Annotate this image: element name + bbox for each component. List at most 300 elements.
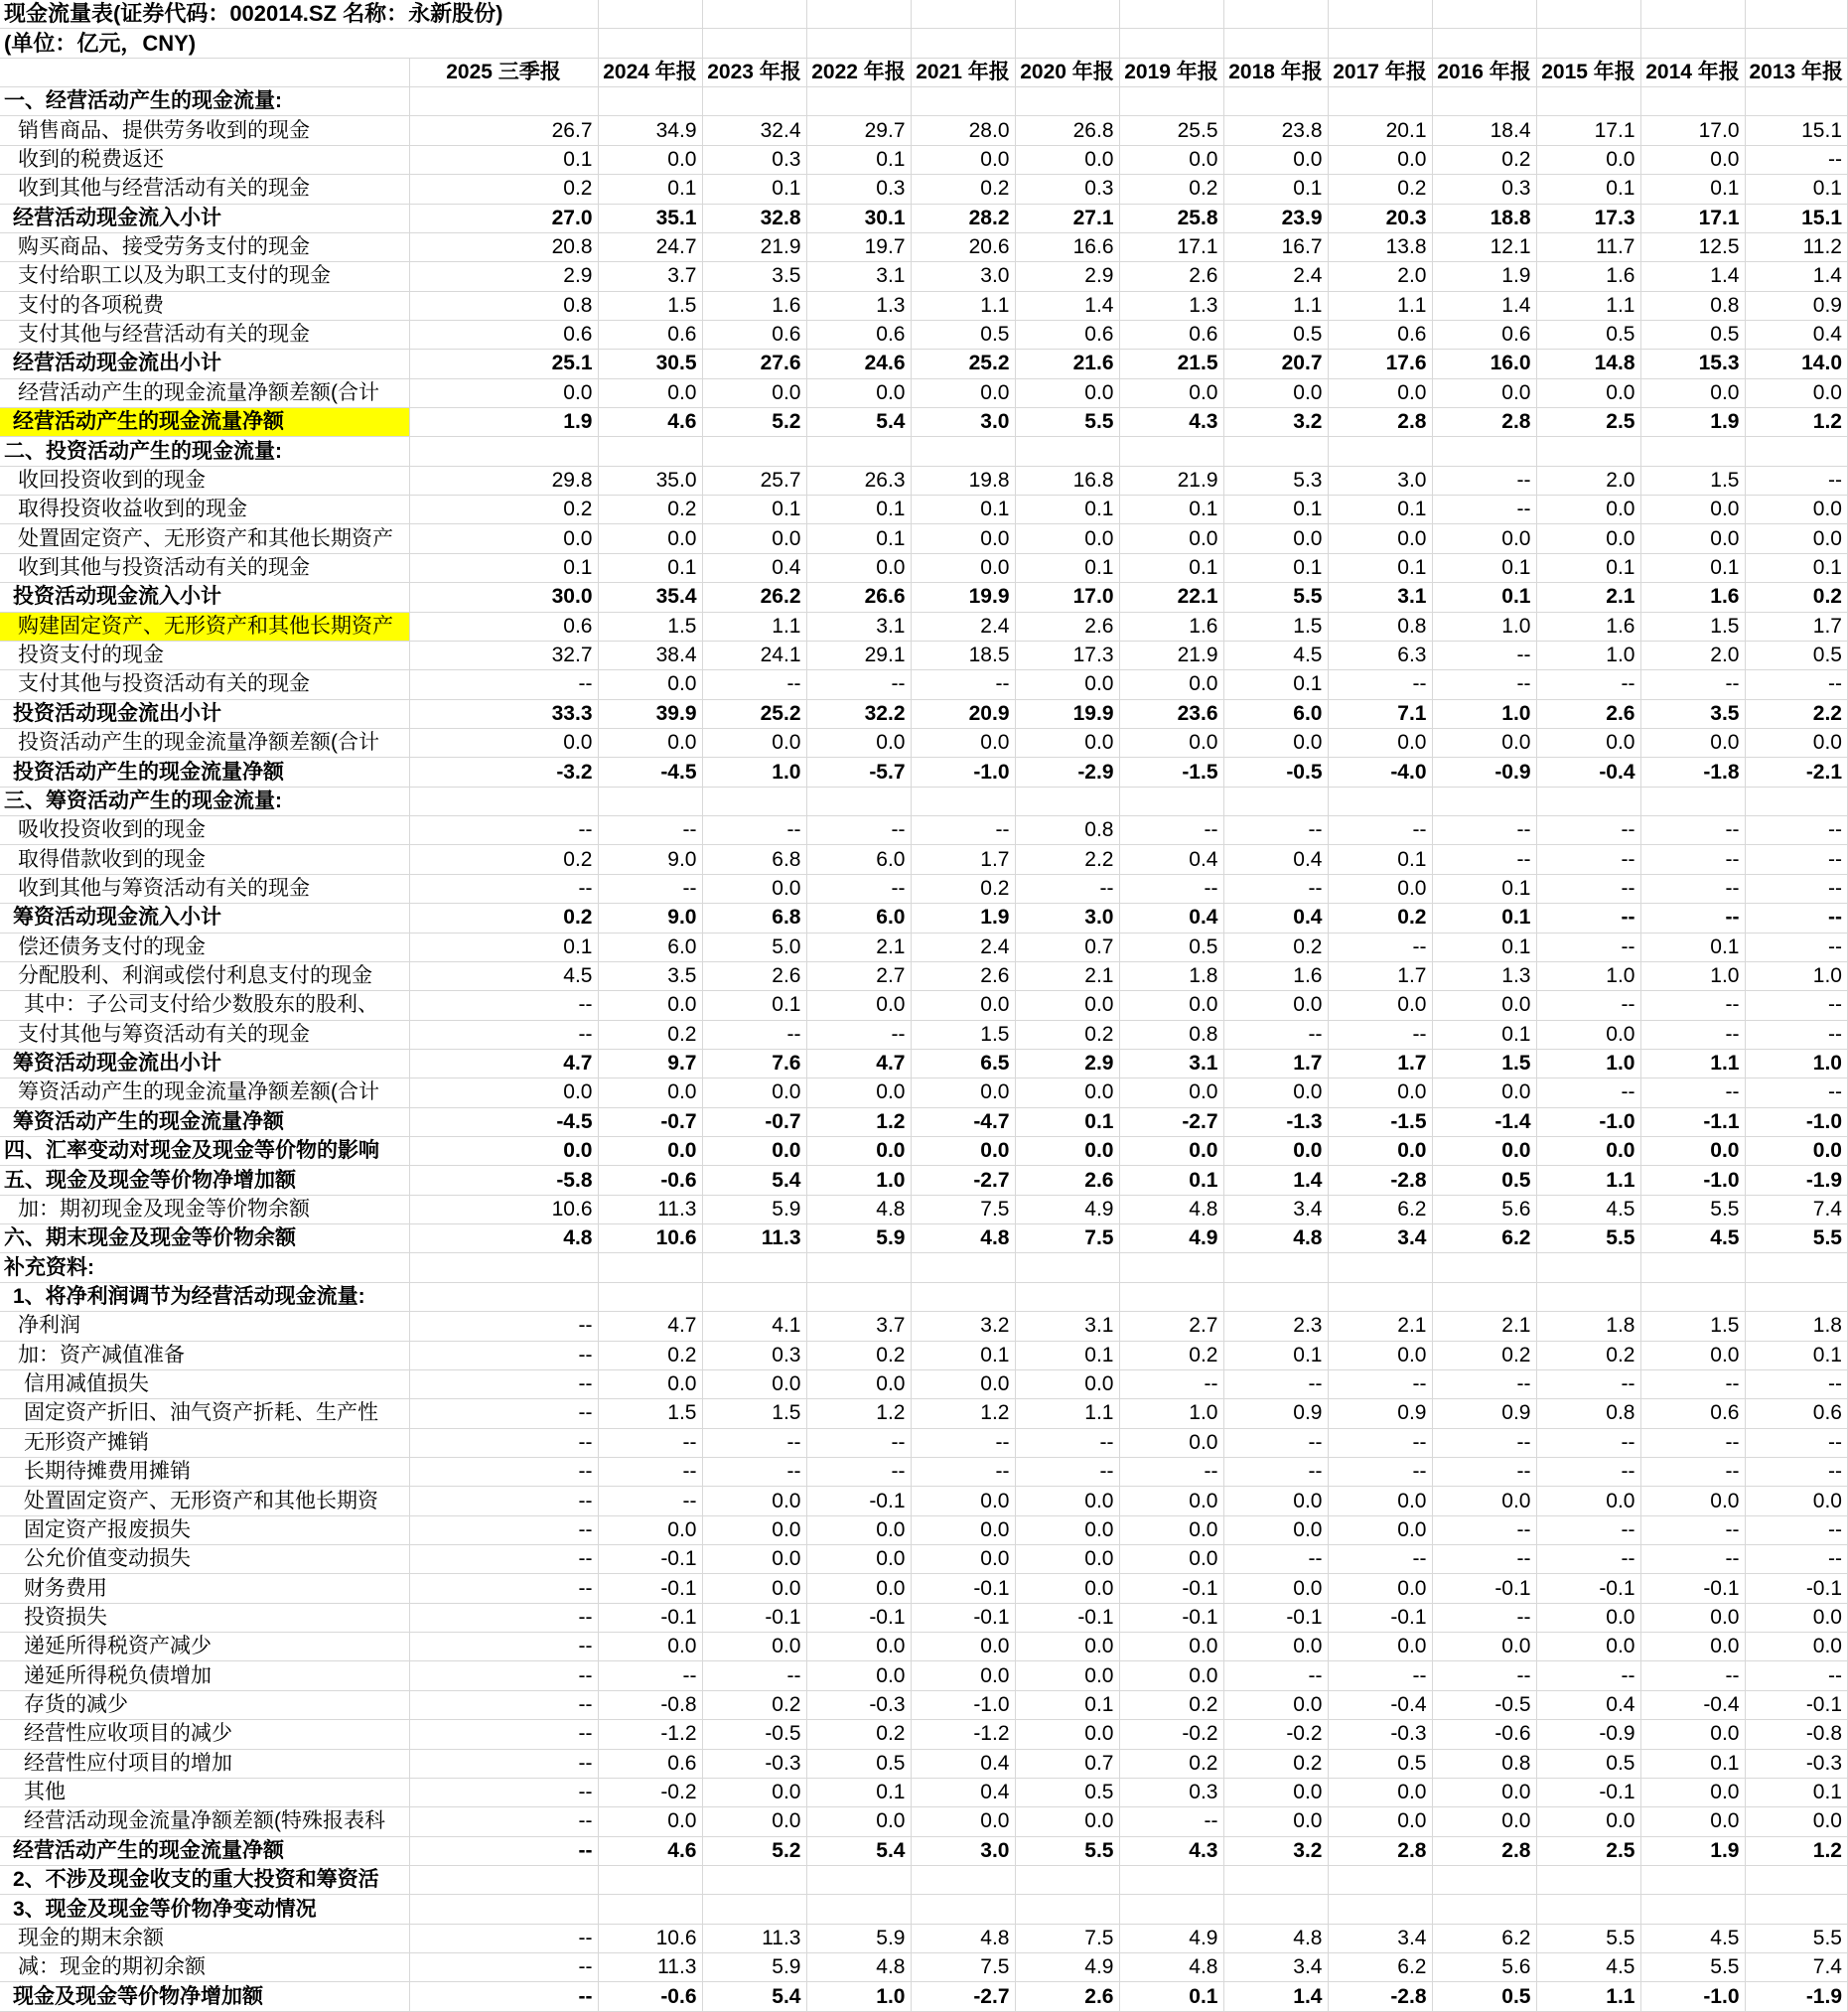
value-cell[interactable]: -- bbox=[1745, 1369, 1848, 1398]
value-cell[interactable]: -- bbox=[409, 1574, 598, 1603]
value-cell[interactable]: -0.5 bbox=[702, 1720, 806, 1749]
value-cell[interactable]: 10.6 bbox=[598, 1224, 702, 1253]
row-label[interactable]: 投资损失 bbox=[0, 1603, 409, 1632]
value-cell[interactable] bbox=[1640, 1253, 1745, 1282]
empty-cell[interactable] bbox=[598, 29, 702, 58]
row-label[interactable]: 长期待摊费用摊销 bbox=[0, 1457, 409, 1486]
value-cell[interactable]: 2.4 bbox=[911, 612, 1015, 641]
value-cell[interactable]: 1.9 bbox=[1640, 1836, 1745, 1865]
value-cell[interactable]: 0.0 bbox=[1640, 1137, 1745, 1166]
value-cell[interactable]: 33.3 bbox=[409, 699, 598, 728]
value-cell[interactable]: 15.3 bbox=[1640, 350, 1745, 378]
row-label[interactable]: 投资活动产生的现金流量净额差额(合计 bbox=[0, 728, 409, 757]
value-cell[interactable]: 0.0 bbox=[806, 378, 911, 407]
value-cell[interactable]: 0.0 bbox=[1328, 524, 1432, 553]
value-cell[interactable] bbox=[1536, 437, 1640, 466]
value-cell[interactable]: 0.0 bbox=[1223, 1633, 1328, 1661]
value-cell[interactable]: 18.8 bbox=[1432, 204, 1536, 232]
value-cell[interactable]: 1.6 bbox=[1536, 612, 1640, 641]
value-cell[interactable]: -- bbox=[1536, 845, 1640, 874]
value-cell[interactable]: -1.4 bbox=[1432, 1107, 1536, 1136]
value-cell[interactable]: -1.0 bbox=[911, 758, 1015, 787]
row-label[interactable]: 3、现金及现金等价物净变动情况 bbox=[0, 1895, 409, 1924]
value-cell[interactable]: 0.1 bbox=[1223, 496, 1328, 524]
value-cell[interactable]: -0.1 bbox=[598, 1574, 702, 1603]
value-cell[interactable]: 0.9 bbox=[1432, 1399, 1536, 1428]
value-cell[interactable]: 6.8 bbox=[702, 904, 806, 933]
value-cell[interactable]: 0.1 bbox=[598, 175, 702, 204]
value-cell[interactable] bbox=[1223, 1866, 1328, 1895]
value-cell[interactable]: 1.2 bbox=[806, 1107, 911, 1136]
value-cell[interactable]: -0.1 bbox=[806, 1603, 911, 1632]
value-cell[interactable]: 5.9 bbox=[806, 1224, 911, 1253]
value-cell[interactable]: 4.8 bbox=[911, 1924, 1015, 1952]
value-cell[interactable]: 0.0 bbox=[1119, 728, 1223, 757]
value-cell[interactable]: 32.4 bbox=[702, 116, 806, 145]
value-cell[interactable]: 0.1 bbox=[806, 524, 911, 553]
row-label[interactable]: 固定资产报废损失 bbox=[0, 1515, 409, 1544]
empty-cell[interactable] bbox=[1119, 0, 1223, 29]
value-cell[interactable]: -- bbox=[1536, 991, 1640, 1020]
value-cell[interactable]: 2.5 bbox=[1536, 1836, 1640, 1865]
value-cell[interactable]: 0.0 bbox=[1745, 1137, 1848, 1166]
value-cell[interactable]: 0.0 bbox=[1640, 524, 1745, 553]
value-cell[interactable]: -0.2 bbox=[598, 1778, 702, 1806]
empty-cell[interactable] bbox=[911, 29, 1015, 58]
value-cell[interactable] bbox=[1432, 1282, 1536, 1311]
value-cell[interactable] bbox=[1432, 1253, 1536, 1282]
value-cell[interactable]: -- bbox=[1640, 1661, 1745, 1690]
value-cell[interactable]: 20.3 bbox=[1328, 204, 1432, 232]
value-cell[interactable] bbox=[598, 87, 702, 116]
column-header[interactable]: 2025 三季报 bbox=[409, 58, 598, 86]
value-cell[interactable]: 1.2 bbox=[1745, 408, 1848, 437]
value-cell[interactable] bbox=[409, 1895, 598, 1924]
value-cell[interactable]: -0.1 bbox=[1640, 1574, 1745, 1603]
value-cell[interactable]: -1.2 bbox=[598, 1720, 702, 1749]
value-cell[interactable]: 2.6 bbox=[1015, 1166, 1119, 1195]
value-cell[interactable]: 0.0 bbox=[911, 728, 1015, 757]
value-cell[interactable]: 0.1 bbox=[1640, 175, 1745, 204]
value-cell[interactable]: 1.5 bbox=[598, 291, 702, 320]
value-cell[interactable]: -- bbox=[1640, 1545, 1745, 1574]
value-cell[interactable]: 1.0 bbox=[1119, 1399, 1223, 1428]
value-cell[interactable] bbox=[598, 437, 702, 466]
value-cell[interactable]: 0.5 bbox=[1223, 320, 1328, 349]
value-cell[interactable]: 11.2 bbox=[1745, 232, 1848, 261]
value-cell[interactable]: 0.8 bbox=[1328, 612, 1432, 641]
value-cell[interactable]: 7.5 bbox=[1015, 1924, 1119, 1952]
value-cell[interactable]: -0.1 bbox=[1119, 1603, 1223, 1632]
value-cell[interactable]: 3.2 bbox=[1223, 408, 1328, 437]
value-cell[interactable]: 23.8 bbox=[1223, 116, 1328, 145]
value-cell[interactable]: -1.0 bbox=[1640, 1982, 1745, 2011]
value-cell[interactable]: 25.2 bbox=[911, 350, 1015, 378]
value-cell[interactable]: 2.0 bbox=[1536, 466, 1640, 495]
value-cell[interactable]: 3.0 bbox=[1015, 904, 1119, 933]
value-cell[interactable]: -- bbox=[1432, 1545, 1536, 1574]
value-cell[interactable]: 0.0 bbox=[911, 1807, 1015, 1836]
value-cell[interactable] bbox=[598, 1895, 702, 1924]
value-cell[interactable]: 2.6 bbox=[1015, 1982, 1119, 2011]
value-cell[interactable]: 0.0 bbox=[1328, 145, 1432, 174]
value-cell[interactable]: -- bbox=[409, 1807, 598, 1836]
value-cell[interactable]: 0.3 bbox=[1015, 175, 1119, 204]
value-cell[interactable]: 0.0 bbox=[1119, 670, 1223, 699]
value-cell[interactable]: 0.1 bbox=[806, 145, 911, 174]
value-cell[interactable]: 27.0 bbox=[409, 204, 598, 232]
value-cell[interactable]: 0.1 bbox=[1432, 1020, 1536, 1049]
value-cell[interactable]: 0.0 bbox=[702, 1633, 806, 1661]
value-cell[interactable]: 21.9 bbox=[702, 232, 806, 261]
value-cell[interactable] bbox=[702, 1895, 806, 1924]
value-cell[interactable]: -- bbox=[1745, 1457, 1848, 1486]
value-cell[interactable]: -- bbox=[1745, 670, 1848, 699]
value-cell[interactable]: 5.5 bbox=[1015, 1836, 1119, 1865]
value-cell[interactable]: 3.4 bbox=[1223, 1953, 1328, 1982]
empty-cell[interactable] bbox=[806, 29, 911, 58]
value-cell[interactable] bbox=[1432, 1895, 1536, 1924]
value-cell[interactable]: 6.2 bbox=[1432, 1224, 1536, 1253]
value-cell[interactable] bbox=[1223, 87, 1328, 116]
value-cell[interactable]: 9.0 bbox=[598, 904, 702, 933]
value-cell[interactable] bbox=[1432, 787, 1536, 815]
value-cell[interactable]: 0.0 bbox=[409, 524, 598, 553]
value-cell[interactable] bbox=[1328, 1895, 1432, 1924]
value-cell[interactable]: -5.7 bbox=[806, 758, 911, 787]
value-cell[interactable]: 27.6 bbox=[702, 350, 806, 378]
value-cell[interactable]: -- bbox=[702, 670, 806, 699]
value-cell[interactable]: 0.0 bbox=[1432, 728, 1536, 757]
value-cell[interactable]: -- bbox=[806, 670, 911, 699]
value-cell[interactable]: 0.0 bbox=[1223, 145, 1328, 174]
value-cell[interactable]: 0.0 bbox=[911, 1515, 1015, 1544]
value-cell[interactable]: -- bbox=[1328, 816, 1432, 845]
value-cell[interactable]: 20.8 bbox=[409, 232, 598, 261]
value-cell[interactable]: 0.3 bbox=[1119, 1778, 1223, 1806]
value-cell[interactable]: 9.7 bbox=[598, 1049, 702, 1078]
value-cell[interactable]: 17.3 bbox=[1536, 204, 1640, 232]
value-cell[interactable]: 2.1 bbox=[1328, 1312, 1432, 1341]
value-cell[interactable] bbox=[1536, 87, 1640, 116]
value-cell[interactable]: -- bbox=[409, 1749, 598, 1778]
column-header[interactable]: 2019 年报 bbox=[1119, 58, 1223, 86]
value-cell[interactable]: 0.1 bbox=[1432, 933, 1536, 961]
value-cell[interactable]: -0.1 bbox=[598, 1603, 702, 1632]
value-cell[interactable]: 0.0 bbox=[911, 1661, 1015, 1690]
empty-cell[interactable] bbox=[1015, 29, 1119, 58]
value-cell[interactable]: -- bbox=[1223, 1545, 1328, 1574]
value-cell[interactable]: 0.0 bbox=[409, 1137, 598, 1166]
value-cell[interactable]: -- bbox=[702, 1661, 806, 1690]
value-cell[interactable] bbox=[1432, 1866, 1536, 1895]
value-cell[interactable]: 0.0 bbox=[911, 1487, 1015, 1515]
value-cell[interactable]: -- bbox=[1745, 816, 1848, 845]
value-cell[interactable]: 0.2 bbox=[1015, 1020, 1119, 1049]
value-cell[interactable] bbox=[1432, 437, 1536, 466]
value-cell[interactable] bbox=[702, 1253, 806, 1282]
value-cell[interactable] bbox=[1119, 1253, 1223, 1282]
value-cell[interactable] bbox=[911, 1866, 1015, 1895]
value-cell[interactable]: -- bbox=[409, 1690, 598, 1719]
value-cell[interactable]: 0.6 bbox=[409, 320, 598, 349]
value-cell[interactable]: -- bbox=[409, 1515, 598, 1544]
value-cell[interactable]: -- bbox=[1223, 1369, 1328, 1398]
row-label[interactable]: 六、期末现金及现金等价物余额 bbox=[0, 1224, 409, 1253]
value-cell[interactable]: -0.9 bbox=[1536, 1720, 1640, 1749]
value-cell[interactable]: 0.0 bbox=[1640, 496, 1745, 524]
value-cell[interactable]: 0.1 bbox=[1223, 1341, 1328, 1369]
value-cell[interactable]: 0.0 bbox=[702, 1807, 806, 1836]
column-header[interactable]: 2013 年报 bbox=[1745, 58, 1848, 86]
row-label[interactable]: 经营活动产生的现金流量净额 bbox=[0, 1836, 409, 1865]
value-cell[interactable]: 0.8 bbox=[1119, 1020, 1223, 1049]
value-cell[interactable]: 1.6 bbox=[1640, 583, 1745, 612]
value-cell[interactable] bbox=[1536, 787, 1640, 815]
value-cell[interactable]: 6.2 bbox=[1328, 1195, 1432, 1223]
value-cell[interactable]: 1.4 bbox=[1223, 1982, 1328, 2011]
value-cell[interactable]: 0.3 bbox=[806, 175, 911, 204]
value-cell[interactable] bbox=[1119, 1866, 1223, 1895]
value-cell[interactable]: 0.0 bbox=[1015, 1487, 1119, 1515]
value-cell[interactable]: 5.5 bbox=[1745, 1924, 1848, 1952]
value-cell[interactable]: 2.0 bbox=[1328, 262, 1432, 291]
value-cell[interactable]: -- bbox=[1119, 874, 1223, 903]
value-cell[interactable] bbox=[1015, 1253, 1119, 1282]
value-cell[interactable]: 0.1 bbox=[1223, 175, 1328, 204]
value-cell[interactable] bbox=[806, 787, 911, 815]
value-cell[interactable]: 4.5 bbox=[1536, 1953, 1640, 1982]
value-cell[interactable]: -- bbox=[1745, 1545, 1848, 1574]
empty-cell[interactable] bbox=[1536, 29, 1640, 58]
value-cell[interactable]: 0.1 bbox=[1015, 496, 1119, 524]
value-cell[interactable]: 3.7 bbox=[598, 262, 702, 291]
value-cell[interactable]: 0.0 bbox=[1328, 378, 1432, 407]
value-cell[interactable]: -- bbox=[1328, 933, 1432, 961]
value-cell[interactable]: -- bbox=[1328, 1545, 1432, 1574]
value-cell[interactable]: 19.9 bbox=[911, 583, 1015, 612]
value-cell[interactable]: 0.0 bbox=[1432, 1487, 1536, 1515]
value-cell[interactable]: 0.0 bbox=[1328, 1137, 1432, 1166]
value-cell[interactable]: 0.1 bbox=[806, 1778, 911, 1806]
value-cell[interactable]: 4.5 bbox=[1640, 1224, 1745, 1253]
value-cell[interactable]: 18.4 bbox=[1432, 116, 1536, 145]
value-cell[interactable]: 0.0 bbox=[1536, 524, 1640, 553]
value-cell[interactable]: -1.9 bbox=[1745, 1982, 1848, 2011]
value-cell[interactable]: 0.2 bbox=[409, 904, 598, 933]
value-cell[interactable]: 0.0 bbox=[598, 1515, 702, 1544]
value-cell[interactable]: -- bbox=[702, 1020, 806, 1049]
value-cell[interactable]: 16.8 bbox=[1015, 466, 1119, 495]
value-cell[interactable]: 4.8 bbox=[1223, 1924, 1328, 1952]
value-cell[interactable]: 0.2 bbox=[1119, 1341, 1223, 1369]
column-header[interactable]: 2015 年报 bbox=[1536, 58, 1640, 86]
value-cell[interactable]: 1.1 bbox=[1536, 1982, 1640, 2011]
value-cell[interactable]: 30.5 bbox=[598, 350, 702, 378]
value-cell[interactable]: -- bbox=[1015, 1428, 1119, 1457]
value-cell[interactable]: 1.0 bbox=[1536, 961, 1640, 990]
value-cell[interactable]: -- bbox=[598, 1487, 702, 1515]
value-cell[interactable]: 2.4 bbox=[1223, 262, 1328, 291]
value-cell[interactable] bbox=[1015, 1866, 1119, 1895]
value-cell[interactable]: 1.5 bbox=[1640, 466, 1745, 495]
value-cell[interactable]: 3.1 bbox=[1119, 1049, 1223, 1078]
value-cell[interactable]: -- bbox=[409, 1924, 598, 1952]
value-cell[interactable]: 1.1 bbox=[1536, 1166, 1640, 1195]
value-cell[interactable]: 0.0 bbox=[806, 1545, 911, 1574]
row-label[interactable]: 筹资活动现金流入小计 bbox=[0, 904, 409, 933]
value-cell[interactable]: 0.1 bbox=[1119, 496, 1223, 524]
value-cell[interactable]: 3.1 bbox=[806, 262, 911, 291]
value-cell[interactable]: -- bbox=[702, 1428, 806, 1457]
value-cell[interactable]: 0.8 bbox=[1640, 291, 1745, 320]
value-cell[interactable]: -- bbox=[1432, 1428, 1536, 1457]
value-cell[interactable]: -4.5 bbox=[409, 1107, 598, 1136]
value-cell[interactable]: -- bbox=[1119, 1807, 1223, 1836]
value-cell[interactable]: 3.5 bbox=[1640, 699, 1745, 728]
empty-cell[interactable] bbox=[1119, 29, 1223, 58]
value-cell[interactable]: 0.2 bbox=[598, 496, 702, 524]
value-cell[interactable]: 0.0 bbox=[702, 1515, 806, 1544]
value-cell[interactable]: 0.5 bbox=[911, 320, 1015, 349]
value-cell[interactable]: 0.0 bbox=[1223, 1078, 1328, 1107]
value-cell[interactable]: 0.0 bbox=[702, 1487, 806, 1515]
value-cell[interactable] bbox=[409, 87, 598, 116]
row-label[interactable]: 支付其他与筹资活动有关的现金 bbox=[0, 1020, 409, 1049]
value-cell[interactable]: -- bbox=[1745, 904, 1848, 933]
value-cell[interactable]: 2.6 bbox=[911, 961, 1015, 990]
value-cell[interactable]: 2.6 bbox=[702, 961, 806, 990]
value-cell[interactable]: 1.0 bbox=[806, 1166, 911, 1195]
value-cell[interactable]: 0.7 bbox=[1015, 933, 1119, 961]
value-cell[interactable] bbox=[1223, 437, 1328, 466]
value-cell[interactable]: -- bbox=[409, 1836, 598, 1865]
value-cell[interactable]: -- bbox=[911, 670, 1015, 699]
value-cell[interactable]: 17.0 bbox=[1015, 583, 1119, 612]
value-cell[interactable]: 4.7 bbox=[598, 1312, 702, 1341]
value-cell[interactable]: 0.2 bbox=[1328, 175, 1432, 204]
value-cell[interactable] bbox=[1745, 787, 1848, 815]
value-cell[interactable]: -- bbox=[1223, 1457, 1328, 1486]
value-cell[interactable]: -2.1 bbox=[1745, 758, 1848, 787]
value-cell[interactable]: -0.1 bbox=[702, 1603, 806, 1632]
value-cell[interactable] bbox=[1015, 1282, 1119, 1311]
value-cell[interactable]: -- bbox=[409, 1312, 598, 1341]
row-label[interactable]: 补充资料: bbox=[0, 1253, 409, 1282]
value-cell[interactable]: 0.0 bbox=[1015, 1807, 1119, 1836]
value-cell[interactable]: 0.0 bbox=[598, 1078, 702, 1107]
value-cell[interactable]: 5.9 bbox=[702, 1953, 806, 1982]
value-cell[interactable]: 1.4 bbox=[1015, 291, 1119, 320]
row-label[interactable]: 存货的减少 bbox=[0, 1690, 409, 1719]
value-cell[interactable]: -0.6 bbox=[598, 1982, 702, 2011]
value-cell[interactable]: -- bbox=[1223, 1428, 1328, 1457]
value-cell[interactable] bbox=[598, 1866, 702, 1895]
value-cell[interactable]: 0.0 bbox=[702, 378, 806, 407]
value-cell[interactable] bbox=[409, 437, 598, 466]
value-cell[interactable] bbox=[1745, 87, 1848, 116]
value-cell[interactable]: 1.9 bbox=[1432, 262, 1536, 291]
value-cell[interactable]: 1.5 bbox=[1432, 1049, 1536, 1078]
row-label[interactable]: 无形资产摊销 bbox=[0, 1428, 409, 1457]
value-cell[interactable]: -3.2 bbox=[409, 758, 598, 787]
value-cell[interactable] bbox=[806, 1895, 911, 1924]
value-cell[interactable]: 10.6 bbox=[598, 1924, 702, 1952]
value-cell[interactable]: 0.2 bbox=[409, 175, 598, 204]
row-label[interactable]: 筹资活动现金流出小计 bbox=[0, 1049, 409, 1078]
value-cell[interactable]: 0.0 bbox=[409, 378, 598, 407]
value-cell[interactable]: 35.0 bbox=[598, 466, 702, 495]
value-cell[interactable]: -- bbox=[409, 874, 598, 903]
value-cell[interactable]: -- bbox=[806, 1020, 911, 1049]
value-cell[interactable]: 0.1 bbox=[1328, 553, 1432, 582]
row-label[interactable]: 处置固定资产、无形资产和其他长期资 bbox=[0, 1487, 409, 1515]
value-cell[interactable]: 12.5 bbox=[1640, 232, 1745, 261]
value-cell[interactable]: 24.6 bbox=[806, 350, 911, 378]
value-cell[interactable]: 0.0 bbox=[1223, 1137, 1328, 1166]
empty-cell[interactable] bbox=[598, 0, 702, 29]
value-cell[interactable]: 0.6 bbox=[409, 612, 598, 641]
value-cell[interactable]: 0.1 bbox=[598, 553, 702, 582]
value-cell[interactable]: 0.5 bbox=[1536, 1749, 1640, 1778]
value-cell[interactable]: -- bbox=[1223, 874, 1328, 903]
value-cell[interactable]: 6.0 bbox=[806, 904, 911, 933]
value-cell[interactable]: 0.0 bbox=[598, 1633, 702, 1661]
value-cell[interactable]: 0.0 bbox=[1015, 1661, 1119, 1690]
row-label[interactable]: 销售商品、提供劳务收到的现金 bbox=[0, 116, 409, 145]
value-cell[interactable]: 0.0 bbox=[1745, 1487, 1848, 1515]
value-cell[interactable]: 26.2 bbox=[702, 583, 806, 612]
value-cell[interactable]: 0.0 bbox=[1328, 1487, 1432, 1515]
value-cell[interactable] bbox=[702, 1282, 806, 1311]
empty-cell[interactable] bbox=[702, 29, 806, 58]
value-cell[interactable]: 0.0 bbox=[1640, 1341, 1745, 1369]
value-cell[interactable]: 0.0 bbox=[1119, 1078, 1223, 1107]
value-cell[interactable]: 10.6 bbox=[409, 1195, 598, 1223]
value-cell[interactable]: 5.5 bbox=[1536, 1224, 1640, 1253]
value-cell[interactable] bbox=[702, 87, 806, 116]
value-cell[interactable]: 0.4 bbox=[911, 1749, 1015, 1778]
value-cell[interactable]: -0.1 bbox=[1745, 1574, 1848, 1603]
value-cell[interactable]: 1.5 bbox=[702, 1399, 806, 1428]
value-cell[interactable]: 4.9 bbox=[1119, 1224, 1223, 1253]
value-cell[interactable]: 1.0 bbox=[1745, 1049, 1848, 1078]
value-cell[interactable] bbox=[1119, 1282, 1223, 1311]
value-cell[interactable] bbox=[409, 1282, 598, 1311]
value-cell[interactable] bbox=[702, 1866, 806, 1895]
value-cell[interactable]: 6.8 bbox=[702, 845, 806, 874]
value-cell[interactable]: 0.6 bbox=[1432, 320, 1536, 349]
value-cell[interactable] bbox=[1328, 787, 1432, 815]
value-cell[interactable]: -- bbox=[1328, 1661, 1432, 1690]
row-label[interactable]: 购建固定资产、无形资产和其他长期资产 bbox=[0, 612, 409, 641]
value-cell[interactable] bbox=[598, 1253, 702, 1282]
value-cell[interactable]: 0.0 bbox=[702, 874, 806, 903]
value-cell[interactable]: 29.8 bbox=[409, 466, 598, 495]
value-cell[interactable]: 1.1 bbox=[1536, 291, 1640, 320]
value-cell[interactable] bbox=[911, 1895, 1015, 1924]
value-cell[interactable]: 11.3 bbox=[702, 1224, 806, 1253]
row-label[interactable]: 三、筹资活动产生的现金流量: bbox=[0, 787, 409, 815]
value-cell[interactable]: 16.7 bbox=[1223, 232, 1328, 261]
value-cell[interactable]: -- bbox=[1536, 1369, 1640, 1398]
value-cell[interactable]: 0.0 bbox=[598, 524, 702, 553]
row-label[interactable]: 经营活动产生的现金流量净额 bbox=[0, 408, 409, 437]
row-label[interactable]: 支付其他与投资活动有关的现金 bbox=[0, 670, 409, 699]
value-cell[interactable]: 0.0 bbox=[1432, 1633, 1536, 1661]
value-cell[interactable]: 0.8 bbox=[1536, 1399, 1640, 1428]
value-cell[interactable]: 34.9 bbox=[598, 116, 702, 145]
